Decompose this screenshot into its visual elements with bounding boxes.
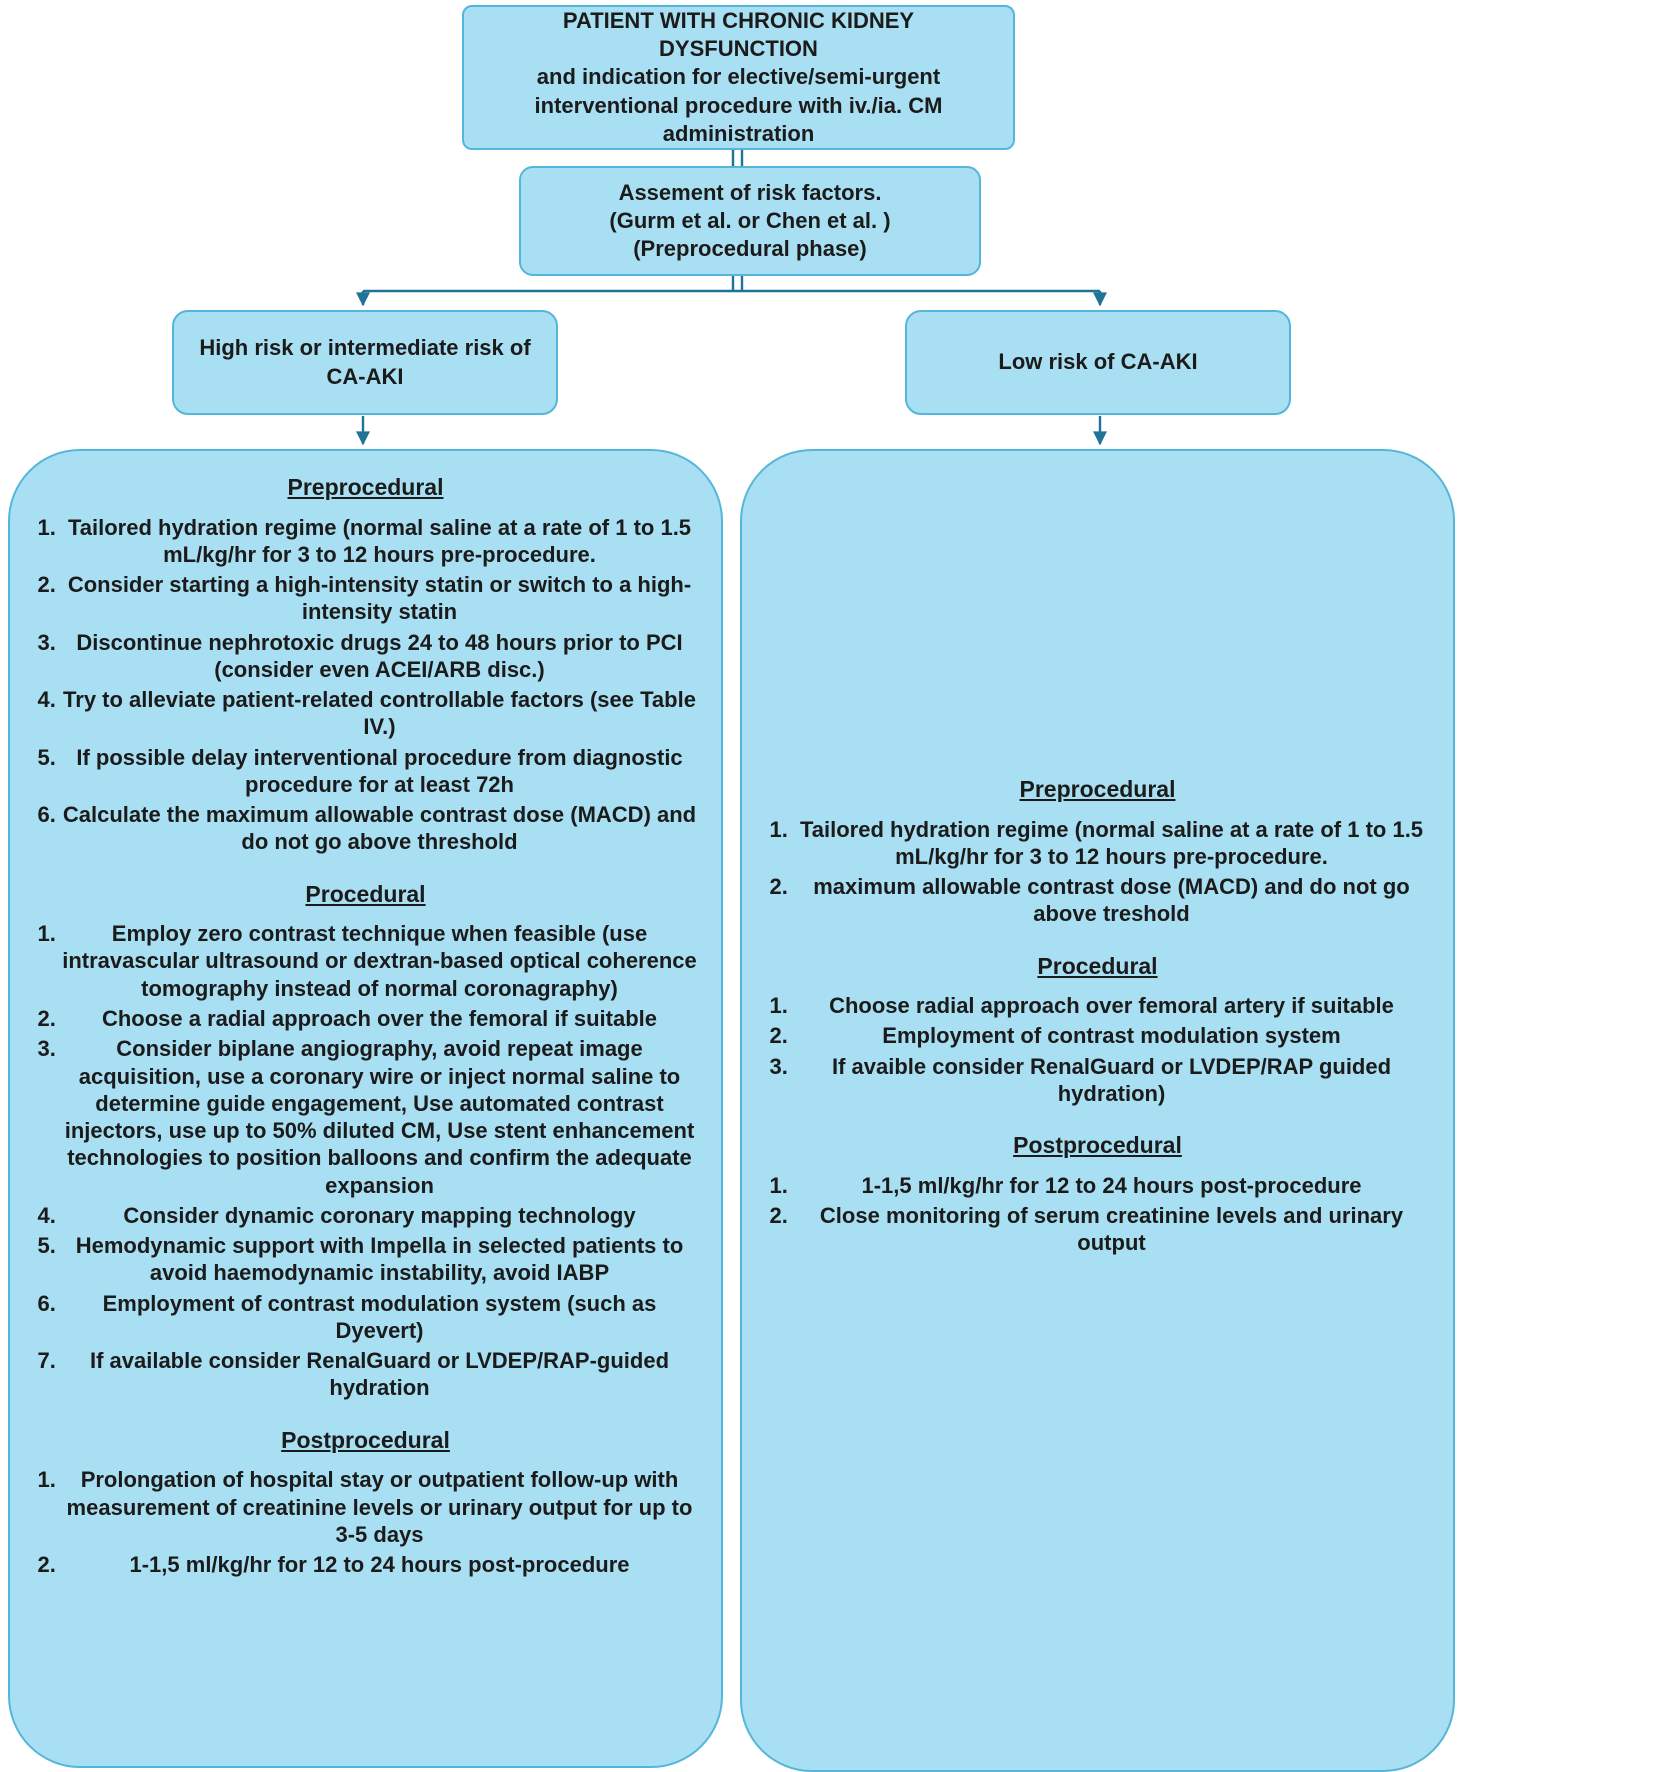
list-item: 4. Consider dynamic coronary mapping technology — [62, 1202, 697, 1229]
node-patient-title: PATIENT WITH CHRONIC KIDNEY DYSFUNCTION — [562, 8, 915, 62]
node-assessment — [519, 166, 981, 276]
section-procedural — [756, 952, 1439, 1108]
section-title: Preprocedural — [1019, 776, 1176, 802]
section-items — [756, 816, 1439, 928]
list-item: 2. Choose a radial approach over the femoral if suitable — [62, 1005, 697, 1032]
section-title: Procedural — [305, 880, 426, 907]
section-title: Postprocedural — [1013, 1132, 1182, 1159]
list-item: 1. Prolongation of hospital stay or outpatient follow-up with measurement of creatinine levels or urinary output for up to 3-5 days — [62, 1466, 697, 1548]
section-postprocedural — [24, 1426, 707, 1579]
section-items — [756, 1172, 1439, 1257]
node-assessment-line-2: (Gurm et al. or Chen et al. ) — [609, 207, 891, 233]
node-assessment-line-1: Assement of risk factors. — [618, 179, 882, 205]
section-preprocedural — [24, 473, 707, 856]
list-item: 2. Close monitoring of serum creatinine levels and urinary output — [794, 1202, 1429, 1257]
list-item: 7. If available consider RenalGuard or LVDEP/RAP-guided hydration — [62, 1347, 697, 1402]
node-low-risk-label: Low risk of CA-AKI — [998, 349, 1198, 375]
list-item: 3. Discontinue nephrotoxic drugs 24 to 48 hours prior to PCI (consider even ACEI/ARB disc.) — [62, 629, 697, 684]
section-items — [24, 514, 707, 856]
node-assessment-line-3: (Preprocedural phase) — [633, 236, 867, 262]
node-patient-subtitle: and indication for elective/semi-urgent interventional procedure with iv./ia. CM administration — [534, 64, 943, 146]
list-item: 6. Employment of contrast modulation system (such as Dyevert) — [62, 1290, 697, 1345]
list-item: 1. Tailored hydration regime (normal saline at a rate of 1 to 1.5 mL/kg/hr for 3 to 12 hours pre-procedure. — [794, 816, 1429, 871]
list-item: 3. Consider biplane angiography, avoid repeat image acquisition, use a coronary wire or inject normal saline to determine guide engagement, Use automated contrast injectors, use up to 50% diluted CM, Use stent enhancement technologies to position balloons and confirm the adequate expansion — [62, 1035, 697, 1199]
list-item: 1. 1-1,5 ml/kg/hr for 12 to 24 hours post-procedure — [794, 1172, 1429, 1199]
list-item: 2. maximum allowable contrast dose (MACD) and do not go above treshold — [794, 873, 1429, 928]
section-items — [24, 920, 707, 1402]
section-postprocedural — [756, 1131, 1439, 1256]
section-preprocedural — [756, 775, 1439, 928]
node-patient — [462, 5, 1015, 150]
panel-high-risk — [8, 449, 723, 1768]
list-item: 2. 1-1,5 ml/kg/hr for 12 to 24 hours post-procedure — [62, 1551, 697, 1578]
section-title: Procedural — [1037, 952, 1158, 979]
list-item: 3. If avaible consider RenalGuard or LVDEP/RAP guided hydration) — [794, 1053, 1429, 1108]
node-high-risk — [172, 310, 558, 415]
list-item: 4. Try to alleviate patient-related controllable factors (see Table IV.) — [62, 686, 697, 741]
list-item: 1. Employ zero contrast technique when feasible (use intravascular ultrasound or dextran-based optical coherence tomography instead of normal coronagraphy) — [62, 920, 697, 1002]
node-high-risk-label: High risk or intermediate risk of CA-AKI — [199, 335, 531, 389]
section-items — [756, 992, 1439, 1107]
list-item: 5. If possible delay interventional procedure from diagnostic procedure for at least 72h — [62, 744, 697, 799]
list-item: 5. Hemodynamic support with Impella in selected patients to avoid haemodynamic instability, avoid IABP — [62, 1232, 697, 1287]
panel-low-risk — [740, 449, 1455, 1772]
list-item: 6. Calculate the maximum allowable contrast dose (MACD) and do not go above threshold — [62, 801, 697, 856]
section-items — [24, 1466, 707, 1578]
list-item: 2. Employment of contrast modulation system — [794, 1022, 1429, 1049]
node-low-risk — [905, 310, 1291, 415]
list-item: 2. Consider starting a high-intensity statin or switch to a high-intensity statin — [62, 571, 697, 626]
list-item: 1. Tailored hydration regime (normal saline at a rate of 1 to 1.5 mL/kg/hr for 3 to 12 hours pre-procedure. — [62, 514, 697, 569]
section-title: Preprocedural — [287, 474, 444, 500]
section-procedural — [24, 880, 707, 1402]
section-title: Postprocedural — [281, 1426, 450, 1453]
list-item: 1. Choose radial approach over femoral artery if suitable — [794, 992, 1429, 1019]
